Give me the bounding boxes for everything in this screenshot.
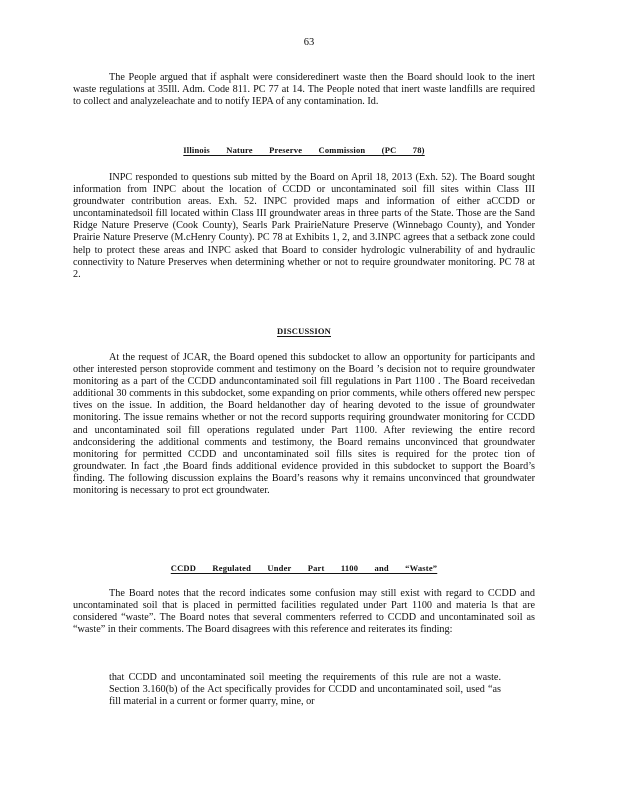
- paragraph-inpc-responded: [73, 172, 535, 281]
- block-quote: [109, 672, 501, 708]
- quote-text: that CCDD and uncontaminated soil meeting the requirements of this rule are not a waste. Section 3.160(b) of the Act specifically provides for CCDD and uncontaminated soil, used “as fill material in a current or former quarry, mine, or: [109, 672, 501, 708]
- heading-text: DISCUSSION: [277, 326, 331, 336]
- paragraph-text: At the request of JCAR, the Board opened this subdocket to allow an opportunity for participants and other interested person stoprovide comment and testimony on the Board ’s decision not to require groundwater monitoring as a part of the CCDD anduncontaminated soil fill regulations in Part 1100 . The Board receivedan additional 30 comments in this subdocket, some expanding on prior comments, while others offered new perspec tives on the issue. In addition, the Board heldanother day of hearing devoted to the issue of groundwater monitoring. The issue remains whether or not the record supports requiring groundwater monitoring for CCDD and uncontaminated soil fill operations regulated under Part 1100. After reviewing the entire record andconsidering the additional comments and testimony, the Board remains unconvinced that groundwater monitoring for permitted CCDD and uncontaminated soil fills sites is required for the protec tion of groundwater. In fact ,the Board finds additional evidence provided in this subdocket to support the Board’s finding. The following discussion explains the Board’s reasons why it remains unconvinced that groundwater monitoring is necessary to prot ect groundwater.: [73, 352, 535, 497]
- paragraph-text: INPC responded to questions sub mitted by the Board on April 18, 2013 (Exh. 52). The Board sought information from INPC about the location of CCDD or uncontaminated soil fill sites within Class III groundwater contribution areas. Exh. 52. INPC provided maps and information of either aCCDD or uncontaminatedsoil fill located within Class III groundwater areas in three parts of the State. Those are the Sand Ridge Nature Preserve (Cook County), Searls Park PrairieNature Preserve (Winnebago County), and Yonder Prairie Nature Preserve (M.cHenry County). PC 78 at Exhibits 1, 2, and 3.INPC agrees that a setback zone could help to protect these areas and INPC asked that Board to consider hydrologic vulnerability of and hydraulic connectivity to Nature Preserves when determining whether or not to require groundwater monitoring. PC 78 at 2.: [73, 172, 535, 280]
- section-heading-discussion: [73, 326, 535, 336]
- section-heading-ccdd-waste: [73, 563, 535, 573]
- paragraph-discussion: [73, 352, 535, 497]
- heading-text: CCDD Regulated Under Part 1100 and “Waste”: [170, 563, 438, 573]
- page-number: 63: [303, 37, 315, 48]
- heading-text: Illinois Nature Preserve Commission (PC 78): [183, 145, 425, 155]
- section-heading-inpc: [73, 145, 535, 155]
- paragraph-text: The People argued that if asphalt were consideredinert waste then the Board should look to the inert waste regulations at 35Ill. Adm. Code 811. PC 77 at 14. The People noted that inert waste landfills are required to collect and analyzeleachate and to notify IEPA of any contamination. Id.: [73, 72, 535, 108]
- paragraph-text: The Board notes that the record indicates some confusion may still exist with regard to CCDD and uncontaminated soil that is placed in permitted facilities regulated under Part 1100 and materia ls that are considered “waste”. The Board notes that several commenters referred to CCDD and uncontaminated soil as “waste” in their comments. The Board disagrees with this reference and reiterates its finding:: [73, 588, 535, 636]
- paragraph-board-notes: [73, 588, 535, 636]
- paragraph-people-argued: [73, 72, 535, 108]
